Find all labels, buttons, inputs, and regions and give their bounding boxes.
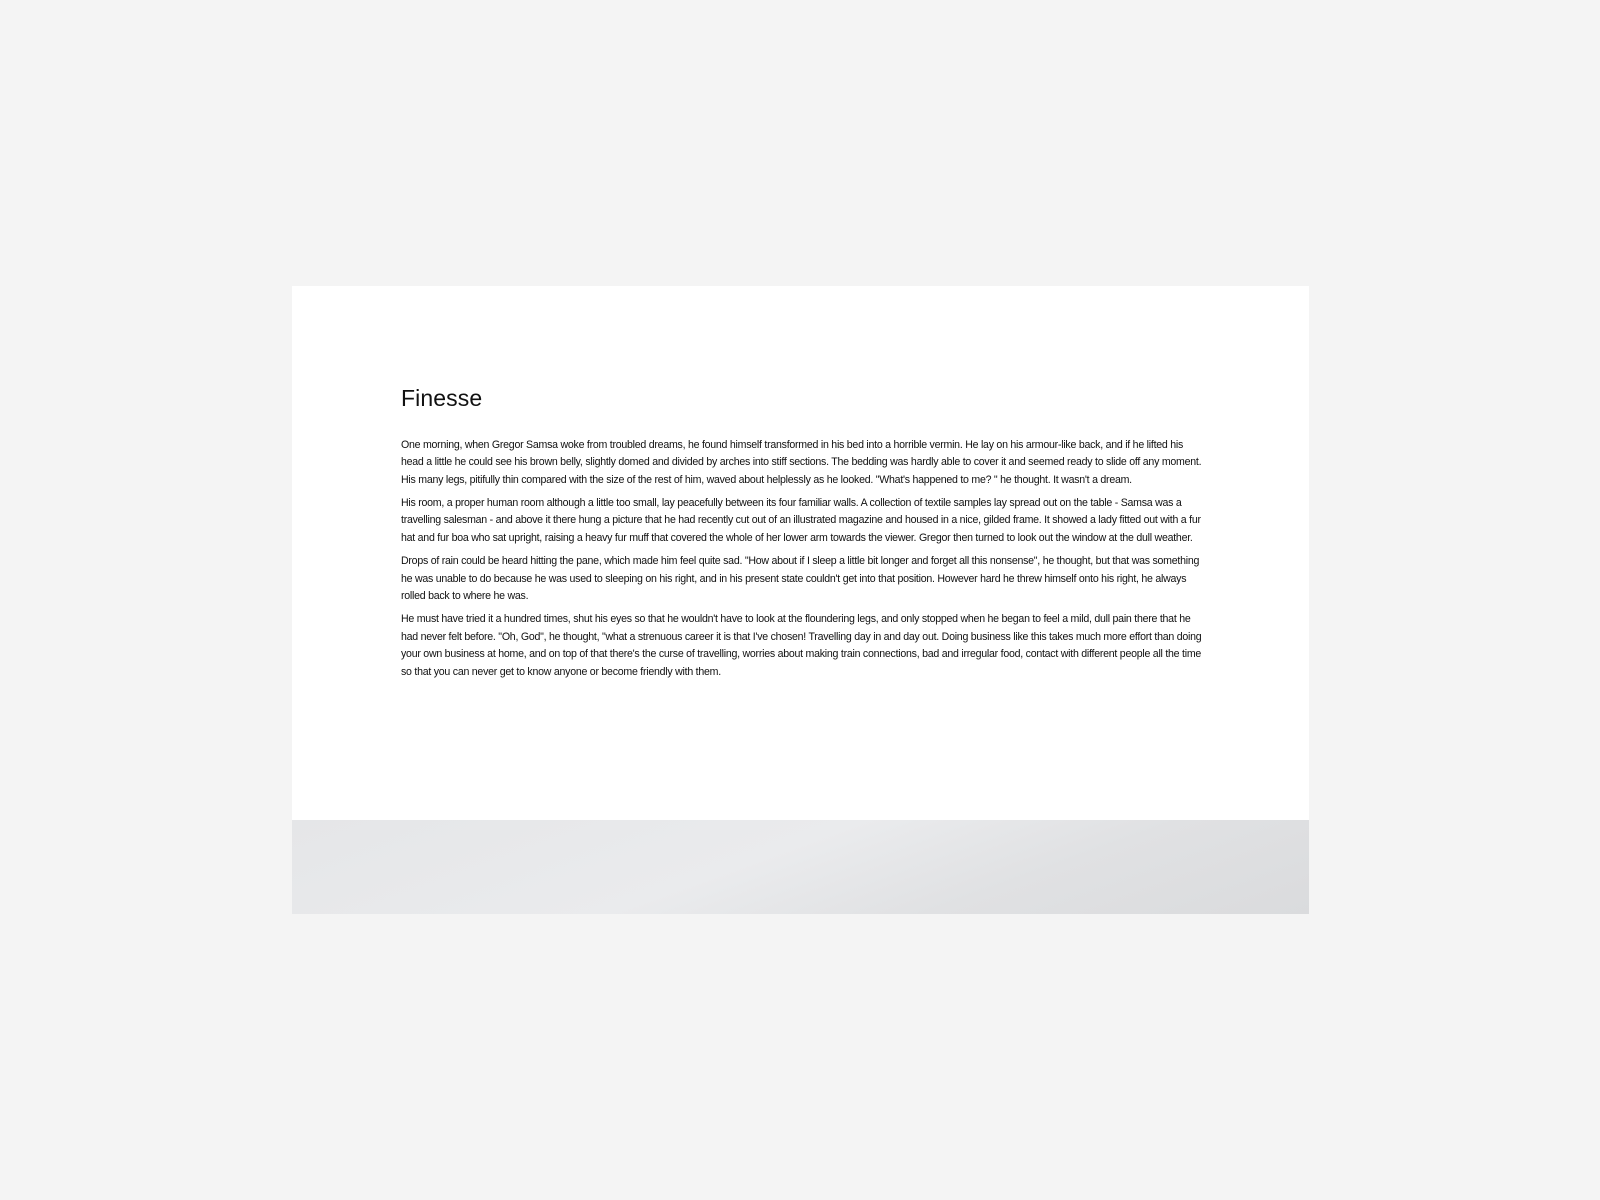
document-title: Finesse (401, 385, 483, 411)
document-paragraph: One morning, when Gregor Samsa woke from troubled dreams, he found himself transformed in his bed into a horrible vermin. He lay on his armour-like back, and if he lifted his head a little he could see his brown belly, slightly domed and divided by arches into stiff sections. The bedding was hardly able to cover it and seemed ready to slide off any moment. His many legs, pitifully thin compared with the size of the rest of him, waved about helplessly as he looked. "What's happened to me? " he thought. It wasn't a dream. (401, 438, 1202, 486)
footer-band (292, 820, 1309, 914)
document-paragraph: His room, a proper human room although a little too small, lay peacefully between its four familiar walls. A collection of textile samples lay spread out on the table - Samsa was a travelling salesman - and above it there hung a picture that he had recently cut out of an illustrated magazine and housed in a nice, gilded frame. It showed a lady fitted out with a fur hat and fur boa who sat upright, raising a heavy fur muff that covered the whole of her lower arm towards the viewer. Gregor then turned to look out the window at the dull weather. (401, 496, 1201, 544)
document-paragraph: Drops of rain could be heard hitting the pane, which made him feel quite sad. "How about if I sleep a little bit longer and forget all this nonsense", he thought, but that was something he was unable to do because he was used to sleeping on his right, and in his present state couldn't get into that position. However hard he threw himself onto his right, he always rolled back to where he was. (401, 555, 1200, 602)
document-paragraph: He must have tried it a hundred times, shut his eyes so that he wouldn't have to look at the floundering legs, and only stopped when he began to feel a mild, dull pain there that he had never felt before. "Oh, God", he thought, "what a strenuous career it is that I've chosen! Travelling day in and day out. Doing business like this takes much more effort than doing your own business at home, and on top of that there's the curse of travelling, worries about making train connections, bad and irregular food, contact with different people all the time so that you can never get to know anyone or become friendly with them. (401, 613, 1202, 678)
document-card (292, 286, 1309, 914)
document-content (401, 384, 1206, 687)
